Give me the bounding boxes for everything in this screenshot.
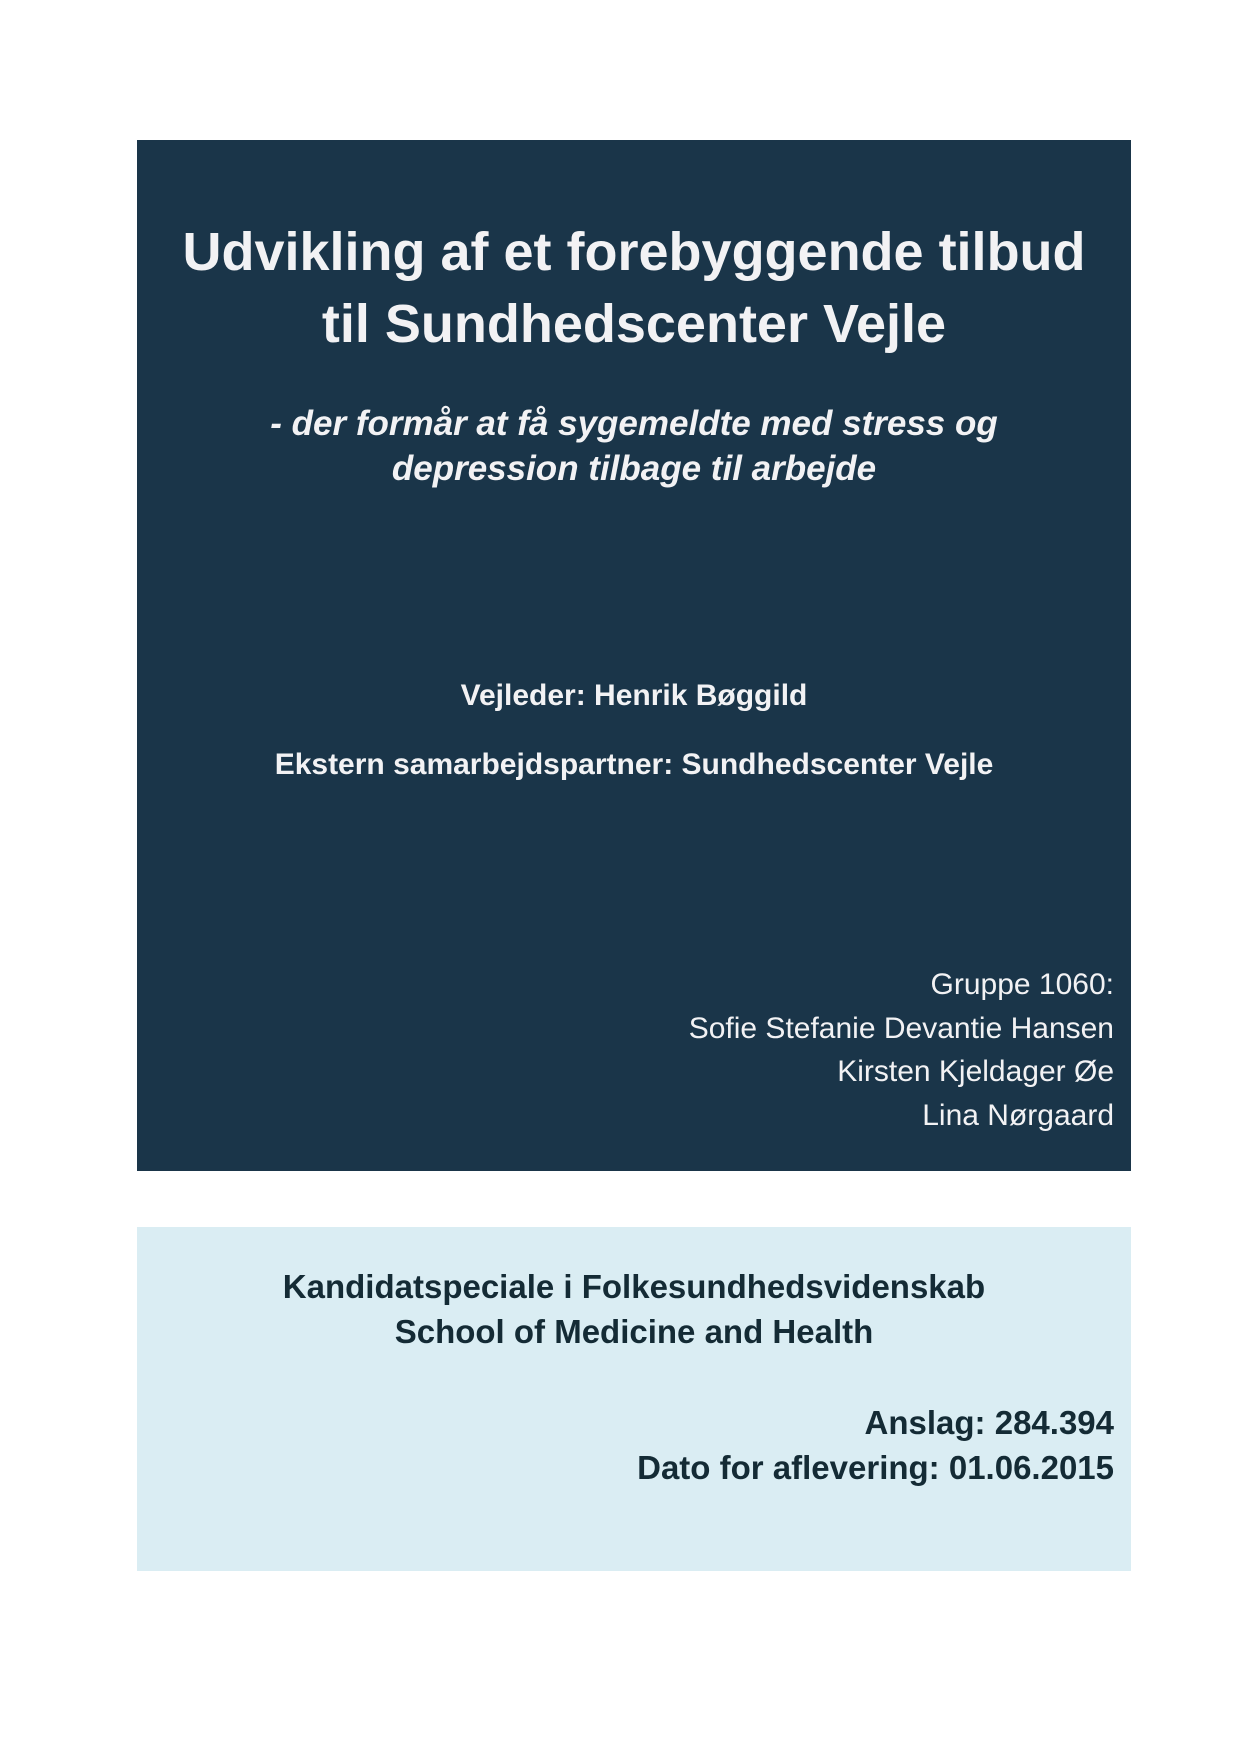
subtitle-line-1: - der formår at få sygemeldte med stress og — [270, 404, 998, 443]
submission-date: Dato for aflevering: 01.06.2015 — [637, 1449, 1114, 1486]
degree-line-1: Kandidatspeciale i Folkesundhedsvidenskab — [282, 1268, 986, 1305]
subtitle-line-2: depression tilbage til arbejde — [391, 449, 877, 488]
submission-meta — [137, 1400, 1114, 1490]
group-member: Kirsten Kjeldager Øe — [837, 1055, 1114, 1088]
group-member: Sofie Stefanie Devantie Hansen — [688, 1011, 1114, 1045]
document-subtitle — [137, 401, 1131, 491]
group-members — [137, 963, 1114, 1137]
supervisor: Vejleder: Henrik Bøggild — [460, 679, 808, 712]
external-partner: Ekstern samarbejdspartner: Sundhedscenter Vejle — [274, 748, 994, 781]
group-label: Gruppe 1060: — [930, 968, 1114, 1001]
character-count: Anslag: 284.394 — [864, 1404, 1114, 1441]
document-title — [137, 216, 1131, 360]
degree-info — [137, 1264, 1131, 1354]
info-panel — [137, 1227, 1131, 1571]
title-line-2: til Sundhedscenter Vejle — [321, 294, 947, 354]
degree-line-2: School of Medicine and Health — [394, 1313, 874, 1350]
title-line-1: Udvikling af et forebyggende tilbud — [182, 222, 1086, 282]
title-panel — [137, 140, 1131, 1171]
group-member: Lina Nørgaard — [922, 1098, 1114, 1132]
